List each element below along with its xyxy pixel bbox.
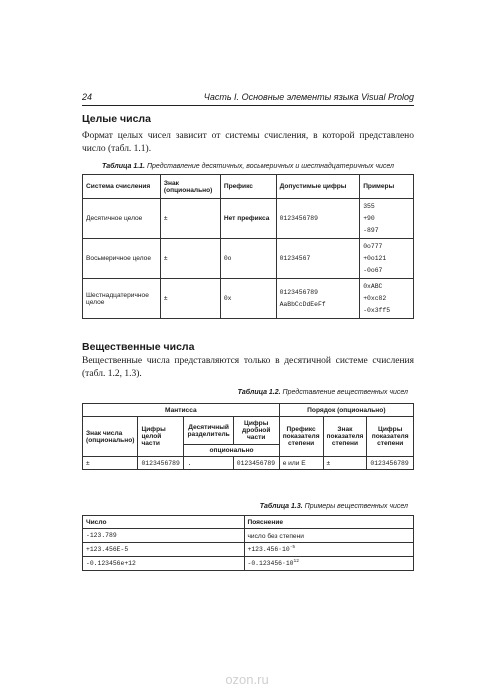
column-header: Цифры целой части (138, 417, 184, 457)
cell-examples (360, 239, 414, 279)
table-1-2 (82, 403, 414, 470)
caption-text: Примеры вещественных чисел (304, 503, 408, 510)
column-header: Десятичный разделитель (184, 417, 233, 445)
cell-examples (360, 199, 414, 239)
column-header: Знак числа (опционально) (83, 417, 138, 457)
table-header-row (83, 417, 414, 445)
column-header: Цифры дробной части (233, 417, 279, 445)
header-rule (82, 105, 414, 106)
example-value: +0xc82 (363, 294, 387, 302)
example-value: -897 (363, 226, 379, 234)
example-value: -0x3ff5 (363, 306, 391, 314)
cell-system: Шестнадцатеричное целое (83, 279, 161, 319)
table-1-3-caption (82, 503, 408, 510)
column-header: Пояснение (244, 516, 414, 529)
cell-frac-digits: 0123456789 (233, 457, 279, 470)
column-header: Допустимые цифры (276, 175, 360, 199)
cell-sign: ± (160, 239, 220, 279)
table-row (83, 457, 414, 470)
section-paragraph-integers: Формат целых чисел зависит от системы счисления, в которой представлено число (табл. 1.1). (82, 131, 414, 154)
example-value: -0o67 (363, 266, 383, 274)
cell-digits: 01234567 (276, 239, 360, 279)
cell-exp-digits: 0123456789 (367, 457, 414, 470)
column-header: Префикс (220, 175, 276, 199)
table-row (83, 239, 414, 279)
cell-digits: 0123456789 (276, 199, 360, 239)
cell-system: Десятичное целое (83, 199, 161, 239)
page-header (82, 92, 414, 106)
cell-number: -123.789 (83, 529, 245, 543)
example-value: 355 (363, 202, 375, 210)
table-header-row (83, 516, 414, 529)
table-row (83, 279, 414, 319)
column-header: Знак (опционально) (160, 175, 220, 199)
section-paragraph-reals: Вещественные числа представляются только в десятичной системе счисления (табл. 1.2, 1.3). (82, 356, 414, 379)
table-1-3 (82, 515, 414, 571)
note-exponent: 12 (293, 559, 299, 565)
cell-separator: . (184, 457, 233, 470)
note-exponent: -5 (289, 545, 296, 551)
digits-value: AaBbCcDdEeFf (279, 300, 326, 308)
note-text: -0.123456·10 (247, 560, 294, 568)
column-header: Префикс показателя степени (279, 417, 323, 457)
example-value: +90 (363, 214, 375, 222)
example-value: 0o777 (363, 242, 383, 250)
cell-digits (276, 279, 360, 319)
caption-label: Таблица 1.3. (259, 503, 303, 510)
cell-note (244, 529, 414, 543)
table-row (83, 557, 414, 571)
cell-sign: ± (83, 457, 138, 470)
caption-label: Таблица 1.2. (237, 389, 281, 396)
cell-sign: ± (160, 279, 220, 319)
watermark: ozon.ru (225, 672, 269, 687)
column-header: Цифры показателя степени (367, 417, 414, 457)
caption-text: Представление вещественных чисел (282, 389, 408, 396)
cell-prefix: 0o (220, 239, 276, 279)
cell-examples (360, 279, 414, 319)
cell-sign: ± (160, 199, 220, 239)
table-header-row (83, 175, 414, 199)
cell-int-digits: 0123456789 (138, 457, 184, 470)
cell-exp-sign: ± (323, 457, 367, 470)
cell-note (244, 543, 414, 557)
table-row (83, 543, 414, 557)
caption-text: Представление десятичных, восьмеричных и шестнадцатеричных чисел (146, 163, 394, 170)
digits-value: 0123456789 (279, 288, 318, 296)
caption-label: Таблица 1.1. (102, 163, 145, 170)
cell-exp-prefix: e или E (279, 457, 323, 470)
group-header-order: Порядок (опционально) (279, 404, 413, 417)
table-group-header-row (83, 404, 414, 417)
cell-system: Восьмеричное целое (83, 239, 161, 279)
column-header: Примеры (360, 175, 414, 199)
running-title: Часть I. Основные элементы языка Visual Prolog (203, 92, 414, 102)
page-number: 24 (82, 92, 93, 102)
column-header: Знак показателя степени (323, 417, 367, 457)
table-row (83, 529, 414, 543)
cell-note (244, 557, 414, 571)
note-text: число без степени (247, 533, 304, 541)
column-header: Число (83, 516, 245, 529)
table-1-2-caption (82, 389, 408, 396)
cell-number: +123.456E-5 (83, 543, 245, 557)
example-value: +0o121 (363, 254, 387, 262)
section-heading-reals: Вещественные числа (82, 341, 195, 353)
cell-number: -0.123456e+12 (83, 557, 245, 571)
section-heading-integers: Целые числа (82, 113, 151, 125)
table-1-1-caption (82, 163, 414, 170)
table-row (83, 199, 414, 239)
optional-label: опционально (184, 445, 279, 457)
table-1-1 (82, 174, 414, 319)
cell-prefix: Нет префикса (220, 199, 276, 239)
note-text: +123.456·10 (247, 546, 290, 554)
cell-prefix: 0x (220, 279, 276, 319)
example-value: 0xABC (363, 282, 383, 290)
column-header: Система счисления (83, 175, 161, 199)
group-header-mantissa: Мантисса (83, 404, 280, 417)
